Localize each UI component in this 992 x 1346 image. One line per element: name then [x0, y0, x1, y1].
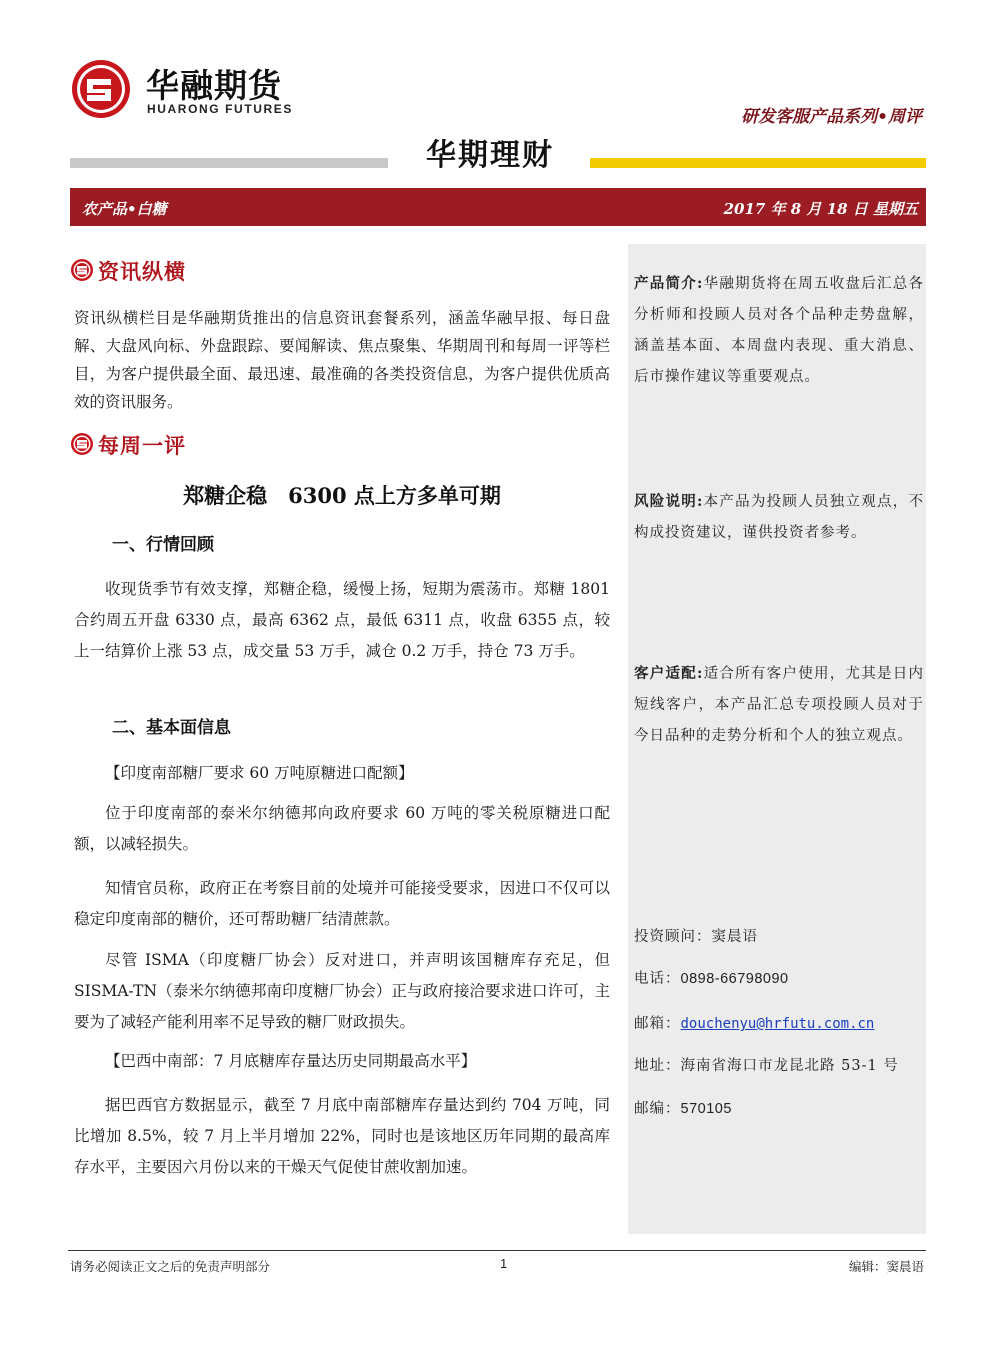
phone-label: 电话：	[634, 971, 681, 987]
contact-address	[634, 1054, 899, 1075]
company-logo-icon	[70, 58, 132, 120]
address-text: 海南省海口市龙昆北路 53-1 号	[680, 1058, 899, 1074]
contact-email	[634, 1012, 874, 1033]
report-date: 2017 年 8 月 18 日 星期五	[723, 200, 918, 218]
advisor-name: 投资顾问：窦晨语	[634, 929, 758, 945]
news-item-paragraph: 位于印度南部的泰米尔纳德邦向政府要求 60 万吨的零关税原糖进口配额，以减轻损失。	[74, 804, 610, 853]
contact-phone	[634, 967, 789, 988]
news-item-paragraph: 知情官员称，政府正在考察目前的处境并可能接受要求，因进口不仅可以稳定印度南部的糖价，还可帮助糖厂结清蔗款。	[74, 879, 610, 928]
product-intro-label: 产品简介:	[634, 275, 704, 292]
phone-number: 0898-66798090	[680, 971, 789, 987]
risk-notice-text: 本产品为投顾人员独立观点，不构成投资建议，谨供投资者参考。	[634, 494, 924, 541]
news-item-paragraph: 据巴西官方数据显示，截至 7 月底中南部糖库存量达到约 704 万吨，同比增加 8.5%，较 7 月上半月增加 22%，同时也是该地区历年同期的最高库存水平，主要因六月份以来的干燥天气促使甘蔗收割加速。	[74, 1096, 610, 1176]
footer-editor: 编辑：窦晨语	[848, 1259, 924, 1274]
postcode-label: 邮编：	[634, 1101, 681, 1117]
section-title-news: 资讯纵横	[98, 259, 186, 284]
client-fit-label: 客户适配:	[634, 665, 704, 682]
footer-disclaimer: 请务必阅读正文之后的免责声明部分	[70, 1259, 271, 1274]
email-link[interactable]: douchenyu@hrfutu.com.cn	[680, 1016, 875, 1032]
risk-notice	[634, 486, 924, 549]
risk-notice-label: 风险说明:	[634, 493, 704, 510]
section-heading-fundamentals: 二、基本面信息	[112, 718, 231, 738]
page-number: 1	[500, 1256, 508, 1271]
section-heading-review: 一、行情回顾	[112, 535, 214, 555]
section-logo-icon	[70, 258, 94, 282]
address-label: 地址：	[634, 1058, 681, 1074]
product-intro-text: 华融期货将在周五收盘后汇总各分析师和投顾人员对各个品种走势盘解，涵盖基本面、本周盘内表现、重大消息、后市操作建议等重要观点。	[634, 276, 924, 385]
product-intro	[634, 268, 924, 393]
news-item-paragraph: 尽管 ISMA（印度糖厂协会）反对进口，并声明该国糖库存充足，但 SISMA-TN（泰米尔纳德邦南印度糖厂协会）正与政府接洽要求进口许可，主要为了减轻产能利用率不足导致的糖厂财政损失。	[74, 951, 610, 1031]
brand-title: 华期理财	[426, 138, 554, 173]
news-item-heading: 【巴西中南部：7 月底糖库存量达历史同期最高水平】	[105, 1052, 477, 1070]
header-divider-gold	[590, 158, 926, 168]
company-name-cn: 华融期货	[146, 66, 282, 105]
header-divider-gray	[70, 158, 388, 168]
company-name-en: HUARONG FUTURES	[147, 102, 293, 116]
news-item-heading: 【印度南部糖厂要求 60 万吨原糖进口配额】	[105, 764, 414, 782]
market-review-text: 收现货季节有效支撑，郑糖企稳，缓慢上扬，短期为震荡市。郑糖 1801 合约周五开盘 6330 点，最高 6362 点，最低 6311 点，收盘 6355 点，较上一结算价上涨 53 点，成交量 53 万手，减仓 0.2 万手，持仓 73 万手。	[74, 580, 610, 660]
section-logo-icon	[70, 432, 94, 456]
article-title: 郑糖企稳 6300 点上方多单可期	[183, 483, 501, 508]
news-description: 资讯纵横栏目是华融期货推出的信息资讯套餐系列，涵盖华融早报、每日盘解、大盘风向标、外盘跟踪、要闻解读、焦点聚集、华期周刊和每周一评等栏目，为客户提供最全面、最迅速、最准确的各类投资信息，为客户提供优质高效的资讯服务。	[74, 309, 610, 411]
client-fit-text: 适合所有客户使用，尤其是日内短线客户，本产品汇总专项投顾人员对于今日品种的走势分析和个人的独立观点。	[634, 666, 924, 744]
contact-postcode	[634, 1097, 732, 1118]
footer-divider	[68, 1250, 926, 1251]
email-label: 邮箱：	[634, 1016, 681, 1032]
client-fit	[634, 658, 924, 752]
series-label: 研发客服产品系列•周评	[741, 107, 922, 127]
category-label: 农产品•白糖	[82, 200, 167, 218]
section-title-weekly: 每周一评	[98, 433, 186, 458]
postcode-number: 570105	[680, 1101, 732, 1117]
